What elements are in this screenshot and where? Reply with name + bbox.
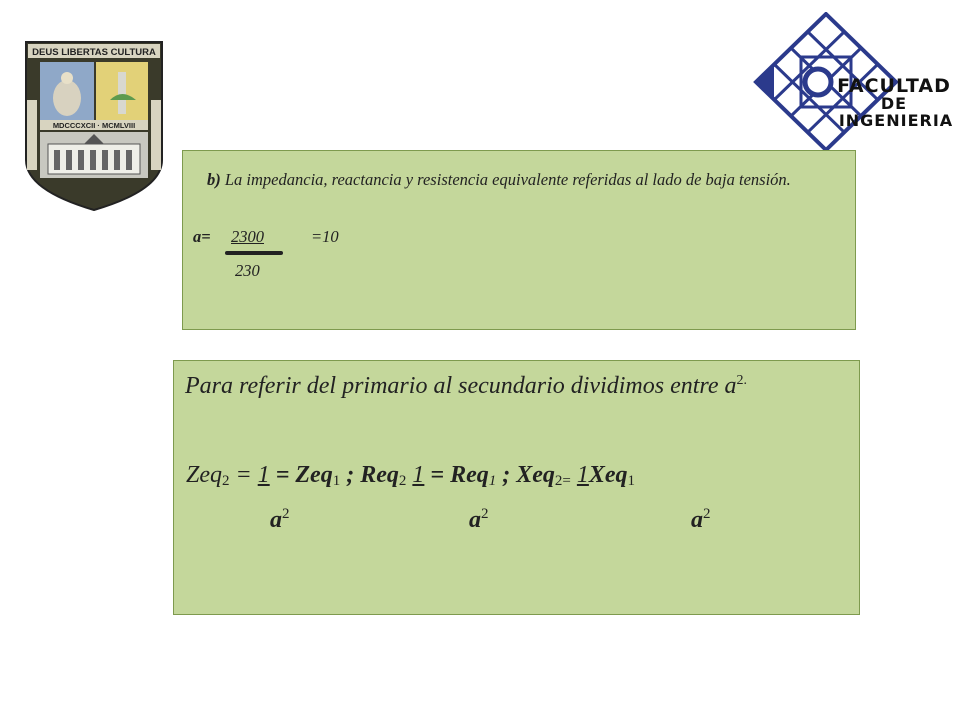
req-lhs-sub: 2 xyxy=(398,473,407,489)
box1-description: La impedancia, reactancia y resistencia equivalente referidas al lado de baja tensión. xyxy=(224,170,791,189)
equals-a: = xyxy=(275,462,290,488)
zeq-rhs: Zeq xyxy=(295,462,333,488)
equals-1: = xyxy=(235,462,252,488)
denominator-3-exp: 2 xyxy=(703,506,711,522)
faculty-logo-line2: DE xyxy=(880,94,908,113)
denominator-1-base: a xyxy=(270,507,282,533)
zeq-lhs-sub: 2 xyxy=(222,473,230,489)
req-rhs-sub: 1 xyxy=(488,473,497,489)
ratio-numerator: 2300 xyxy=(231,227,264,246)
ratio-result: =10 xyxy=(311,227,339,246)
one-2: 1 xyxy=(412,462,425,488)
denominator-1-exp: 2 xyxy=(282,506,290,522)
xeq-lhs-sub: 2= xyxy=(554,473,571,489)
xeq-lhs: Xeq xyxy=(516,462,555,488)
ratio-label: a= xyxy=(193,227,211,246)
impedance-text-box xyxy=(182,150,856,330)
xeq-rhs: Xeq xyxy=(588,462,628,488)
req-rhs: Req xyxy=(450,462,489,488)
separator-1: ; xyxy=(346,462,355,488)
seal-years: MDCCCXCII · MCMLVIII xyxy=(52,121,136,130)
seal-motto: DEUS LIBERTAS CULTURA xyxy=(32,47,156,58)
university-seal xyxy=(24,40,164,212)
intro-exponent: 2. xyxy=(736,373,748,388)
fraction-bar xyxy=(225,251,283,255)
equals-b: = xyxy=(430,462,445,488)
intro-text: Para referir del primario al secundario dividimos entre a xyxy=(185,373,737,399)
faculty-logo-line3: INGENIERIA xyxy=(838,111,952,130)
referral-formula-box xyxy=(173,360,860,615)
one-1: 1 xyxy=(257,462,270,488)
zeq-lhs: Zeq xyxy=(186,462,222,488)
faculty-logo xyxy=(746,12,952,154)
separator-2: ; xyxy=(502,462,511,488)
ratio-denominator: 230 xyxy=(235,261,260,280)
one-3: 1 xyxy=(576,462,589,488)
zeq-rhs-sub: 1 xyxy=(332,473,341,489)
box2-intro xyxy=(185,367,855,400)
denominator-2-exp: 2 xyxy=(481,506,489,522)
req-lhs: Req xyxy=(360,462,399,488)
denominator-1 xyxy=(270,506,290,534)
denominator-3-base: a xyxy=(691,507,703,533)
denominator-3 xyxy=(691,506,711,534)
faculty-logo-line1: FACULTAD xyxy=(837,75,951,97)
referral-formula xyxy=(186,462,635,490)
item-label: b) xyxy=(207,170,221,189)
xeq-rhs-sub: 1 xyxy=(627,473,636,489)
denominator-2 xyxy=(469,506,489,534)
denominator-2-base: a xyxy=(469,507,481,533)
box1-paragraph xyxy=(193,171,848,188)
